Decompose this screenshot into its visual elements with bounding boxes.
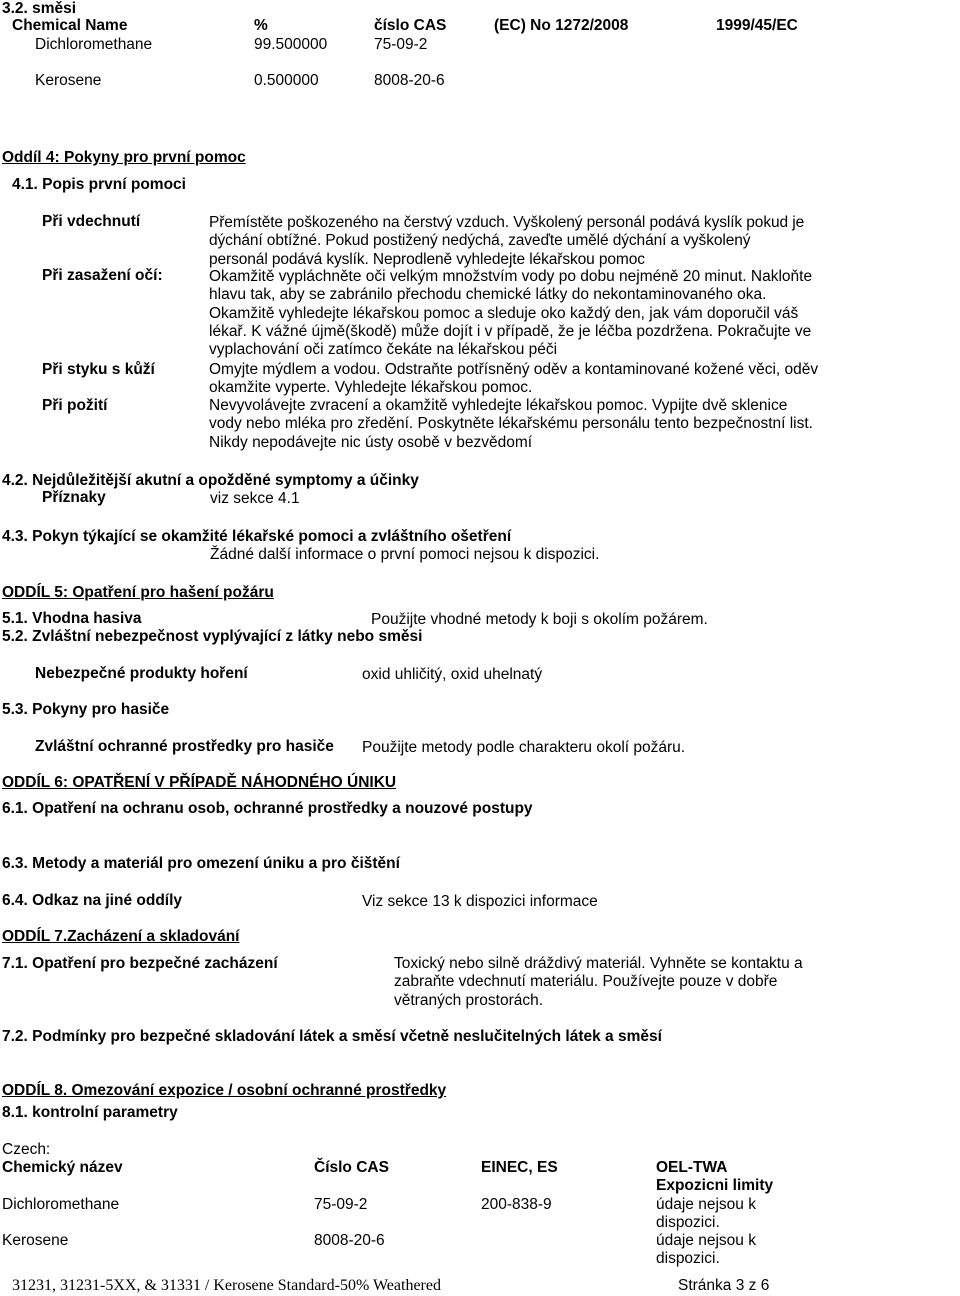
subsection-5-1: 5.1. Vhodna hasiva (2, 610, 142, 627)
row-name: Dichloromethane (35, 36, 153, 53)
inhalation-text (209, 214, 804, 269)
eye-line: vyplachování oči zatímco čekáte na lékařskou péči (209, 341, 558, 359)
section-7-heading: ODDÍL 7.Zacházení a skladování (2, 928, 240, 945)
subsection-6-1: 6.1. Opatření na ochranu osob, ochranné prostředky a nouzové postupy (2, 800, 533, 817)
col-header-percent: % (254, 17, 268, 34)
skin-line: Omyjte mýdlem a vodou. Odstraňte potřísněný oděv a kontaminované kožené věci, oděv (209, 361, 819, 378)
inhalation-label: Při vdechnutí (42, 213, 141, 230)
safe-handling-line: Toxický nebo silně dráždivý materiál. Vyhněte se kontaktu a (394, 955, 803, 972)
subsection-4-2: 4.2. Nejdůležitější akutní a opožděné symptomy a účinky (2, 472, 419, 489)
row-percent: 0.500000 (254, 72, 319, 89)
inhalation-line: dýchání obtížné. Pokud postižený nedýchá, zaveďte umělé dýchání a vyškolený (209, 232, 751, 250)
ingestion-label: Při požití (42, 397, 108, 414)
inhalation-line: Přemístěte poškozeného na čerstvý vzduch. Vyškolený personál podává kyslík pokud je (209, 214, 805, 231)
subsection-4-1: 4.1. Popis první pomoci (12, 176, 186, 193)
row-oel: údaje nejsou k (656, 1232, 756, 1249)
section-5-heading: ODDÍL 5: Opatření pro hašení požáru (2, 584, 274, 601)
row-oel-cont: dispozici. (656, 1250, 720, 1267)
subsection-6-4-value: Viz sekce 13 k dispozici informace (362, 893, 598, 910)
eye-contact-label: Při zasažení očí: (42, 267, 163, 284)
section-4-heading: Oddíl 4: Pokyny pro první pomoc (2, 149, 246, 166)
country-label: Czech: (2, 1141, 51, 1158)
skin-contact-text (209, 361, 818, 398)
eye-line: lékař. K vážné újmě(škodě) může dojít i v případě, že je léčba pozdržena. Pokračujte ve (209, 322, 812, 340)
row-cas: 75-09-2 (374, 36, 428, 53)
subsection-6-4: 6.4. Odkaz na jiné oddíly (2, 892, 183, 909)
eye-line: Okamžitě vypláchněte oči velkým množstvím vody po dobu nejméně 20 minut. Nakloňte (209, 268, 813, 285)
combustion-products-value: oxid uhličitý, oxid uhelnatý (362, 666, 543, 683)
symptoms-value: viz sekce 4.1 (210, 490, 300, 507)
footer-product: 31231, 31231-5XX, & 31331 / Kerosene Standard-50% Weathered (12, 1277, 441, 1294)
ingestion-line: vody nebo mléka pro zředění. Poskytněte lékařskému personálu tento bezpečnostní list. (209, 415, 813, 433)
col-header-chemical-name: Chemický název (2, 1159, 123, 1176)
eye-contact-text (209, 268, 812, 359)
skin-contact-label: Při styku s kůží (42, 361, 155, 378)
subsection-5-3: 5.3. Pokyny pro hasiče (2, 701, 170, 718)
footer-page-number: Stránka 3 z 6 (678, 1277, 770, 1294)
ingestion-line: Nevyvolávejte zvracení a okamžitě vyhledejte lékařskou pomoc. Vypijte dvě sklenice (209, 397, 788, 414)
row-einec: 200-838-9 (481, 1196, 552, 1213)
col-header-chemical-name: Chemical Name (12, 17, 128, 34)
row-cas: 75-09-2 (314, 1196, 368, 1213)
safe-handling-line: zabraňte vdechnutí materiálu. Používejte pouze v dobře (394, 973, 778, 991)
subsection-8-1: 8.1. kontrolní parametry (2, 1104, 178, 1121)
ingestion-line: Nikdy nepodávejte nic ústy osobě v bezvědomí (209, 433, 533, 451)
subsection-4-3-text: Žádné další informace o první pomoci nejsou k dispozici. (210, 546, 600, 563)
ingestion-text (209, 397, 813, 452)
safe-handling-line: větraných prostorách. (394, 991, 544, 1009)
row-cas: 8008-20-6 (374, 72, 445, 89)
subsection-7-2: 7.2. Podmínky pro bezpečné skladování látek a směsí včetně neslučitelných látek a směsí (2, 1028, 662, 1045)
col-header-oel-twa: OEL-TWA (656, 1159, 728, 1176)
eye-line: Okamžitě vyhledejte lékařskou pomoc a sleduje oko každý den, jak vám doporučil váš (209, 304, 799, 322)
section-3-2-heading: 3.2. směsi (2, 0, 77, 17)
row-percent: 99.500000 (254, 36, 328, 53)
subsection-4-3: 4.3. Pokyn týkající se okamžité lékařské pomoci a zvláštního ošetření (2, 528, 512, 545)
section-6-heading: ODDÍL 6: OPATŘENÍ V PŘÍPADĚ NÁHODNÉHO ÚNIKU (2, 774, 397, 791)
row-name: Dichloromethane (2, 1196, 120, 1213)
extinguishing-media-value: Použijte vhodné metody k boji s okolím požárem. (371, 611, 708, 628)
col-header-exposure-limits: Expozicni limity (656, 1177, 774, 1194)
row-name: Kerosene (2, 1232, 69, 1249)
section-8-heading: ODDÍL 8. Omezování expozice / osobní ochranné prostředky (2, 1082, 447, 1099)
subsection-6-3: 6.3. Metody a materiál pro omezení úniku a pro čištění (2, 855, 400, 872)
subsection-5-2: 5.2. Zvláštní nebezpečnost vyplývající z látky nebo směsi (2, 628, 423, 645)
inhalation-line: personál podává kyslík. Neprodleně vyhledejte lékařskou pomoc (209, 250, 645, 268)
skin-line: okamžite vyperte. Vyhledejte lékařskou pomoc. (209, 379, 533, 397)
col-header-einec: EINEC, ES (481, 1159, 558, 1176)
firefighter-ppe-value: Použijte metody podle charakteru okolí požáru. (362, 739, 686, 756)
col-header-cas: číslo CAS (374, 17, 447, 34)
col-header-cas: Číslo CAS (314, 1159, 389, 1176)
row-oel: údaje nejsou k (656, 1196, 756, 1213)
row-name: Kerosene (35, 72, 102, 89)
safe-handling-text (394, 955, 803, 1010)
col-header-directive: 1999/45/EC (716, 17, 798, 34)
row-cas: 8008-20-6 (314, 1232, 385, 1249)
symptoms-label: Příznaky (42, 489, 106, 506)
firefighter-ppe-label: Zvláštní ochranné prostředky pro hasiče (35, 738, 334, 755)
combustion-products-label: Nebezpečné produkty hoření (35, 665, 248, 682)
subsection-7-1: 7.1. Opatření pro bezpečné zacházení (2, 955, 278, 972)
col-header-ec: (EC) No 1272/2008 (494, 17, 629, 34)
eye-line: hlavu tak, aby se zabránilo přechodu chemické látky do nekontaminovaného oka. (209, 286, 767, 304)
row-oel-cont: dispozici. (656, 1214, 720, 1231)
